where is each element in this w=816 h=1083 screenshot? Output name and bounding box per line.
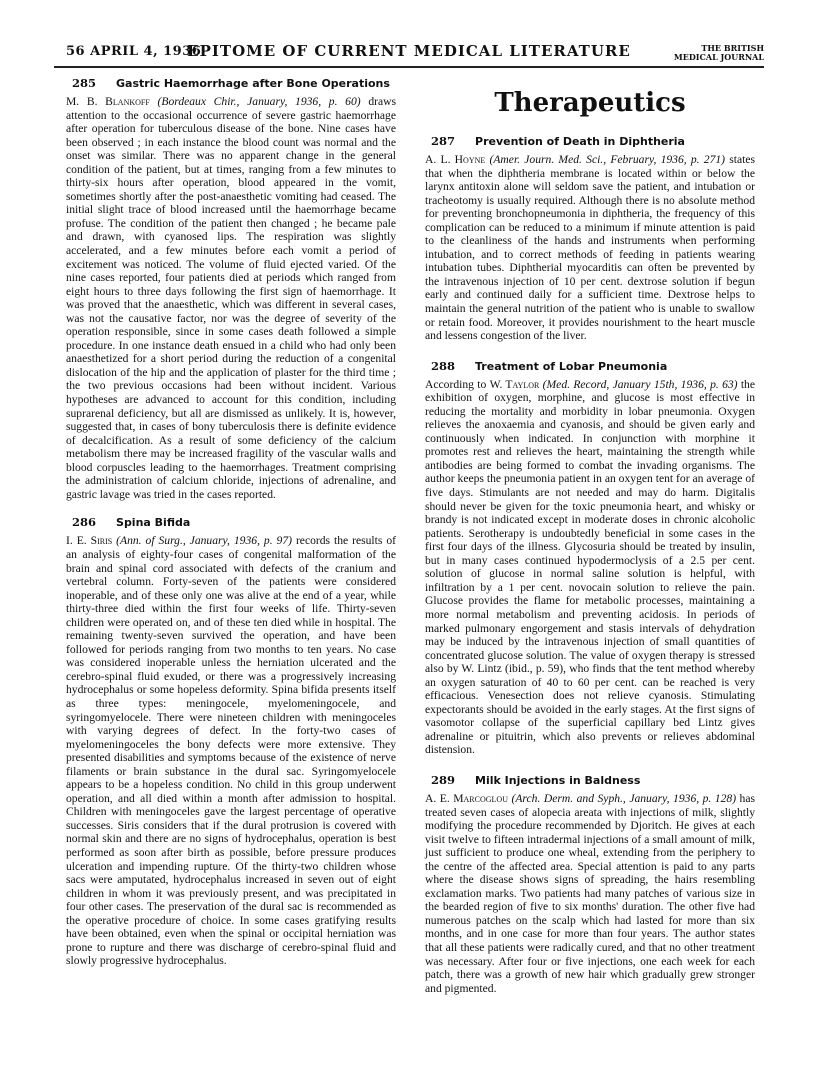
article-body: [66, 95, 396, 501]
article-citation: (Med. Record, January 15th, 1936, p. 63): [542, 377, 738, 391]
right-column: [425, 76, 755, 1007]
page-number-date: 56 APRIL 4, 1936: [66, 44, 202, 59]
article-286: [66, 515, 396, 968]
article-citation: (Bordeaux Chir., January, 1936, p. 60): [157, 95, 361, 108]
article-author: A. E. Marcoglou: [425, 791, 508, 805]
article-title: Prevention of Death in Diphtheria: [475, 135, 685, 148]
article-number: 285: [72, 76, 97, 90]
article-289: [425, 773, 755, 995]
article-number: 288: [431, 358, 456, 373]
article-heading: [66, 515, 396, 529]
article-heading: [425, 134, 755, 148]
article-285: [66, 76, 396, 501]
article-body: [425, 792, 755, 995]
article-body: [66, 534, 396, 968]
journal-section-title: EPITOME OF CURRENT MEDICAL LITERATURE: [187, 42, 631, 60]
article-heading: [66, 76, 396, 90]
article-author: M. B. Blankoff: [66, 95, 150, 108]
journal-name-line2: MEDICAL JOURNAL: [673, 52, 764, 62]
article-text: the exhibition of oxygen, morphine, and glucose is most effective in reducing the mortality and morbidity in lobar pneumonia. Oxygen relieves the anoxaemia and cyanosis, and should be given early and continuously when indicated. In conjunction with morphine it promotes rest and relieves the heart, maintaining the strength while antibodies are being formed to combat the invading organisms. The author keeps the pneumonia patient in an oxygen tent for an average of five days. Stimulants are not needed and may do harm. Digitalis should never be given for the toxic pneumonia heart, and whisky or brandy is not indicated except in moderate doses in chronic alcoholic patients. Serotherapy is undoubtedly beneficial in some cases in the first four days of the illness. Glycosuria should be treated by insulin, but in many cases continued hypodermoclysis of a 2.5 per cent. solution of glucose in normal saline solution is helpful, with infiltration by a 1 per cent. novocain solution to relieve the pain. Glucose provides the flame for metabolic processes, maintaining a more normal metabolism and preventing acidosis. In periods of marked pulmonary engorgement and stasis intervals of dehydration may be induced by the intravenous injection of small quantities of concentrated glucose solution. The value of oxygen therapy is stressed also by W. Lintz (ibid., p. 59), who finds that the tent method whereby an oxygen saturation of 40 to 60 per cent. can be reached is very efficacious. Venesection does not relieve cyanosis. Stimulating expectorants should be avoided in the early stages. At the first signs of vasomotor collapse of the superficial capillary bed Lintz gives adrenaline or pituitrin, which also prevents or relieves abdominal distension.: [425, 377, 755, 757]
article-number: 287: [431, 134, 456, 148]
article-title: Gastric Haemorrhage after Bone Operations: [116, 77, 390, 90]
article-287: [425, 134, 755, 343]
article-body: [425, 153, 755, 343]
article-text: has treated seven cases of alopecia areata with injections of milk, slightly modifying the procedure recommended by Djoritch. He gives at each visit twelve to fifteen intradermal injections of a small amount of milk, just sufficient to produce one wheal, extending from the periphery to the centre of the affected area. Special attention is paid to any parts where the disease shows signs of spreading, the hairs resembling exclamation marks. Two patients had many patches of various size in the bearded region of five to six months' duration. The other five had numerous patches on the scalp which had lasted for more than six months, and in one case for more than four years. The author states that all these patients were radically cured, and that no other treatment was necessary. After four or five injections, one each week for each patch, there was a growth of new hair which gradually grew stronger and pigmented.: [425, 791, 756, 995]
running-header: [54, 40, 764, 68]
article-title: Spina Bifida: [116, 516, 191, 530]
section-title: Therapeutics: [494, 88, 686, 118]
article-text: states that when the diphtheria membrane is located within or below the larynx antitoxin alone will seldom save the patient, and intubation or tracheotomy is usually required. Although there is no absolute method for preventing bronchopneumonia in diphtheria, the frequency of this complication can be reduced to a minimum if minute attention is paid to the cleanliness of the hands and instruments when performing intubation, and to correct methods of feeding in patients wearing intubation tubes. Diphtherial myocarditis can often be prevented by the intravenous injection of 10 per cent. dextrose solution if begun early and continued daily for a sufficient time. Dextrose helps to maintain the general nutrition of the patient who is unable to swallow or retain food. Moreover, it provides nourishment to the heart muscle and lessens congestion of the liver.: [425, 153, 755, 343]
article-text: draws attention to the occasional occurrence of severe gastric haemorrhage after operation for tuberculous disease of the bone. Nine cases have been observed ; in each instance the blood count was normal and the onset was similar. There was no apparent change in the general condition of the patient, but at times, ranging from a few minutes to thirty-six hours after operation, blood appeared in the vomit, sometimes shortly after the post-anaesthetic vomiting had ceased. The initial slight trace of blood increased until the haemorrhage became profuse. The condition of the patient then changed ; he became pale and drawn, with cyanosed lips. The respiration was slightly accelerated, and a few minutes before each vomit a period of excitement was noticed. The volume of fluid ejected varied. Of the nine cases reported, four patients died at periods which ranged from eight hours to three days following the first sign of haemorrhage. It was proved that the anaesthetic, which was different in several cases, was not the causative factor, nor was the degree of severity of the operation responsible, since in some cases death followed a simple procedure. In one instance death ensued in a child who had only been anaesthetized for a short period during the reduction of a congenital dislocation of the hip and the application of plaster for the third time ; the two previous occasions had been without incident. Various hypotheses are advanced to account for this condition, including suprarenal deficiency, but all are dismissed as unlikely. It is, however, suggested that, in cases of bony tuberculosis there is definite evidence of decalcification. As a result of some deficiency of the calcium metabolism there may be increased fragility of the vascular walls and blood corpuscles leading to the haemorrhages. Treatment comprising the administration of calcium chloride, injections of adrenaline, and gastric lavage was tried in the cases reported.: [66, 95, 397, 501]
article-citation: (Arch. Derm. and Syph., January, 1936, p. 128): [511, 791, 737, 805]
article-title: Milk Injections in Baldness: [475, 773, 641, 787]
journal-name: [674, 44, 764, 62]
article-citation: (Ann. of Surg., January, 1936, p. 97): [116, 534, 292, 548]
article-citation: (Amer. Journ. Med. Sci., February, 1936, p. 271): [489, 153, 726, 166]
journal-name-line1: THE BRITISH: [701, 43, 764, 53]
article-288: [425, 359, 755, 757]
left-column: [66, 76, 396, 980]
article-author: I. E. Siris: [66, 534, 113, 548]
article-body: [425, 378, 755, 757]
article-author: A. L. Hoyne: [425, 153, 486, 166]
article-heading: [425, 773, 755, 787]
article-number: 286: [72, 515, 97, 530]
article-author: W. Taylor: [489, 377, 540, 391]
article-number: 289: [431, 772, 456, 787]
article-text: records the results of an analysis of eighty-four cases of congenital malformation of the brain and spinal cord associated with defects of the cranium and vertebral column. Forty-seven of the patients were considered inoperable, and of these only one was alive at the end of a year, while thirty-three died within the first four weeks of life. Thirty-seven children were operated on, and of these ten died while in hospital. The remaining twenty-seven survived the operation, and have been followed for periods ranging from two months to ten years. No case was considered inoperable unless the herniation ulcerated and the cerebro-spinal fluid exuded, or there was a progressively increasing hydrocephalus or some hopeless deformity. Spina bifida presents itself as three types: meningocele, myelomeningocele, and syringomyelocele. There were nineteen children with meningoceles with varying degrees of defect. In the forty-two cases of myelomeningoceles the bony defects were more extensive. They presented disabilities and symptoms because of the existence of nerve filaments or brain substance in the dural sac. Syringomyelocele appears to be a hopeless condition. No child in this group underwent operation, and all died within a month after admission to hospital. Children with meningoceles gave the largest percentage of operative successes. Siris considers that if the dural protrusion is covered with normal skin and there are no signs of hydrocephalus, operation is best performed as soon after birth as possible, before pressure produces ulceration and impending rupture. Of the thirty-two children whose sacs were amputated, hydrocephalus increased in seven out of eight children in whom it was previously present, and was precipitated in four other cases. The preservation of the dural sac is recommended as the operative procedure of choice. In some cases gratifying results have been obtained, even when the spinal or occipital herniation was prone to rupture and there was discharge of cerebro-spinal fluid and slowly progressive hydrocephalus.: [66, 534, 396, 968]
article-title: Treatment of Lobar Pneumonia: [475, 359, 668, 373]
article-heading: [425, 359, 755, 373]
article-author-intro: According to: [425, 377, 490, 391]
